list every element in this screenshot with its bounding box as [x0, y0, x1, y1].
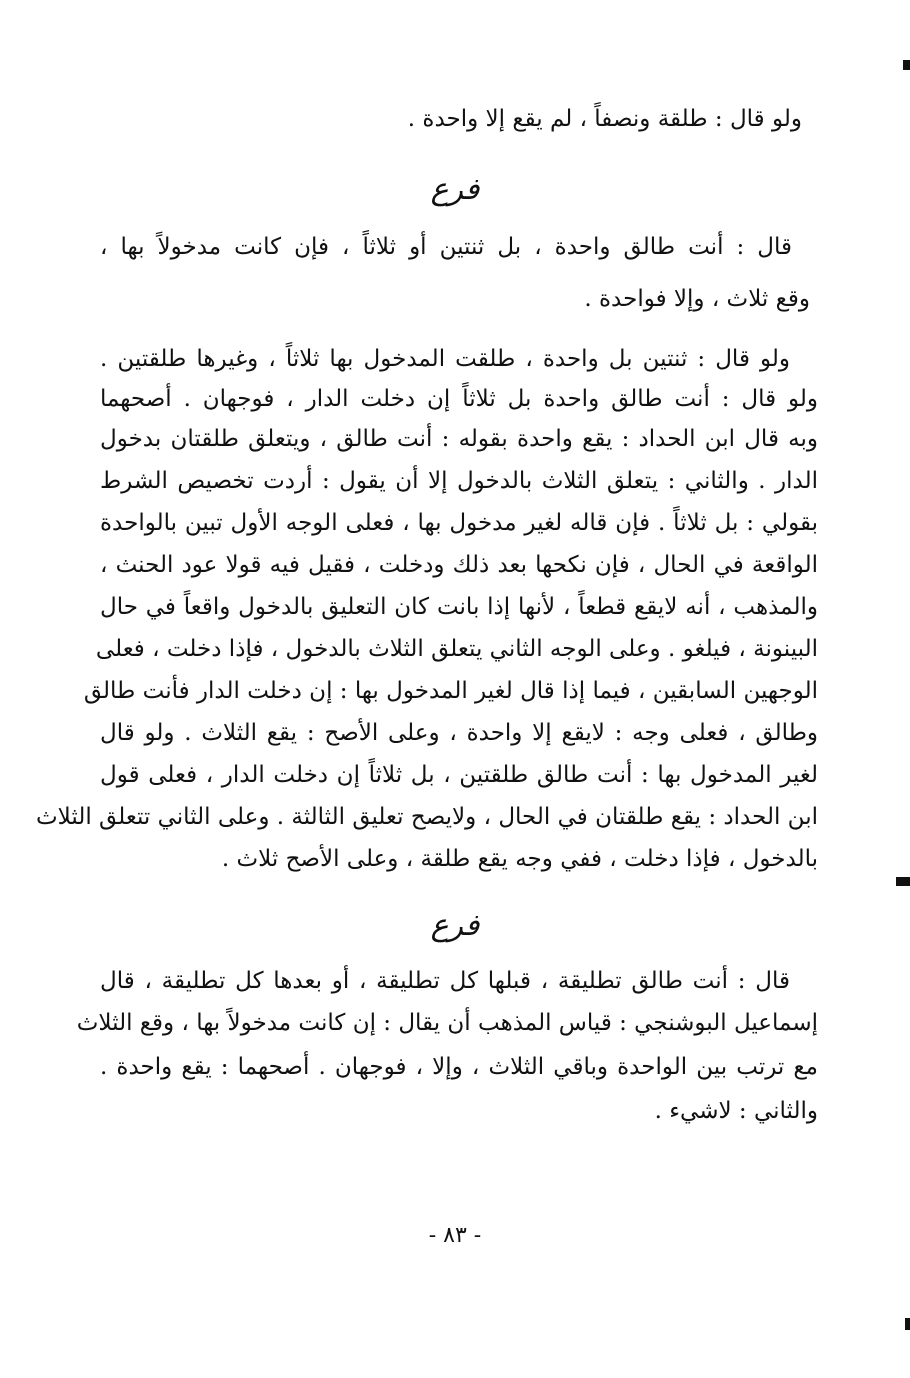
text-line-3: وقع ثلاث ، وإلا فواحدة . [584, 286, 810, 312]
text-line-17: قال : أنت طالق تطليقة ، قبلها كل تطليقة ، أو بعدها كل تطليقة ، قال [100, 968, 790, 994]
text-line-18: إسماعيل البوشنجي : قياس المذهب أن يقال : إن كانت مدخولاً بها ، وقع الثلاث [76, 1010, 818, 1036]
text-line-1: ولو قال : طلقة ونصفاً ، لم يقع إلا واحدة . [407, 106, 802, 132]
section-heading-1: فرع [430, 172, 480, 207]
scan-edge-mark-middle [896, 877, 910, 886]
scan-edge-mark-top [903, 60, 910, 70]
text-line-4: ولو قال : ثنتين بل واحدة ، طلقت المدخول بها ثلاثاً ، وغيرها طلقتين . [100, 346, 790, 372]
text-line-2: قال : أنت طالق واحدة ، بل ثنتين أو ثلاثاً ، فإن كانت مدخولاً بها ، [100, 234, 792, 260]
text-line-13: وطالق ، فعلى وجه : لايقع إلا واحدة ، وعلى الأصح : يقع الثلاث . ولو قال [100, 720, 818, 746]
text-line-6: وبه قال ابن الحداد : يقع واحدة بقوله : أنت طالق ، ويتعلق طلقتان بدخول [100, 426, 818, 452]
scan-edge-mark-bottom [905, 1318, 910, 1330]
text-line-11: البينونة ، فيلغو . وعلى الوجه الثاني يتعلق الثلاث بالدخول ، فإذا دخلت ، فعلى [95, 636, 818, 662]
text-line-20: والثاني : لاشيء . [654, 1098, 818, 1124]
text-line-12: الوجهين السابقين ، فيما إذا قال لغير المدخول بها : إن دخلت الدار فأنت طالق [83, 678, 818, 704]
text-line-7: الدار . والثاني : يتعلق الثلاث بالدخول إلا أن يقول : أردت تخصيص الشرط [100, 468, 818, 494]
page-number: - ٨٣ - [428, 1223, 482, 1248]
text-line-15: ابن الحداد : يقع طلقتان في الحال ، ولايصح تعليق الثالثة . وعلى الثاني تتعلق الثلاث [36, 804, 818, 830]
text-line-8: بقولي : بل ثلاثاً . فإن قاله لغير مدخول بها ، فعلى الوجه الأول تبين بالواحدة [100, 510, 818, 536]
text-line-16: بالدخول ، فإذا دخلت ، ففي وجه يقع طلقة ، وعلى الأصح ثلاث . [221, 846, 818, 872]
text-line-9: الواقعة في الحال ، فإن نكحها بعد ذلك ودخلت ، فقيل فيه قولا عود الحنث ، [100, 552, 818, 578]
text-line-10: والمذهب ، أنه لايقع قطعاً ، لأنها إذا بانت كان التعليق بالدخول واقعاً في حال [100, 594, 818, 620]
text-line-14: لغير المدخول بها : أنت طالق طلقتين ، بل ثلاثاً إن دخلت الدار ، فعلى قول [100, 762, 818, 788]
section-heading-2: فرع [430, 908, 480, 943]
text-line-5: ولو قال : أنت طالق واحدة بل ثلاثاً إن دخلت الدار ، فوجهان . أصحهما [100, 386, 818, 412]
text-line-19: مع ترتب بين الواحدة وباقي الثلاث ، وإلا ، فوجهان . أصحهما : يقع واحدة . [100, 1054, 818, 1080]
